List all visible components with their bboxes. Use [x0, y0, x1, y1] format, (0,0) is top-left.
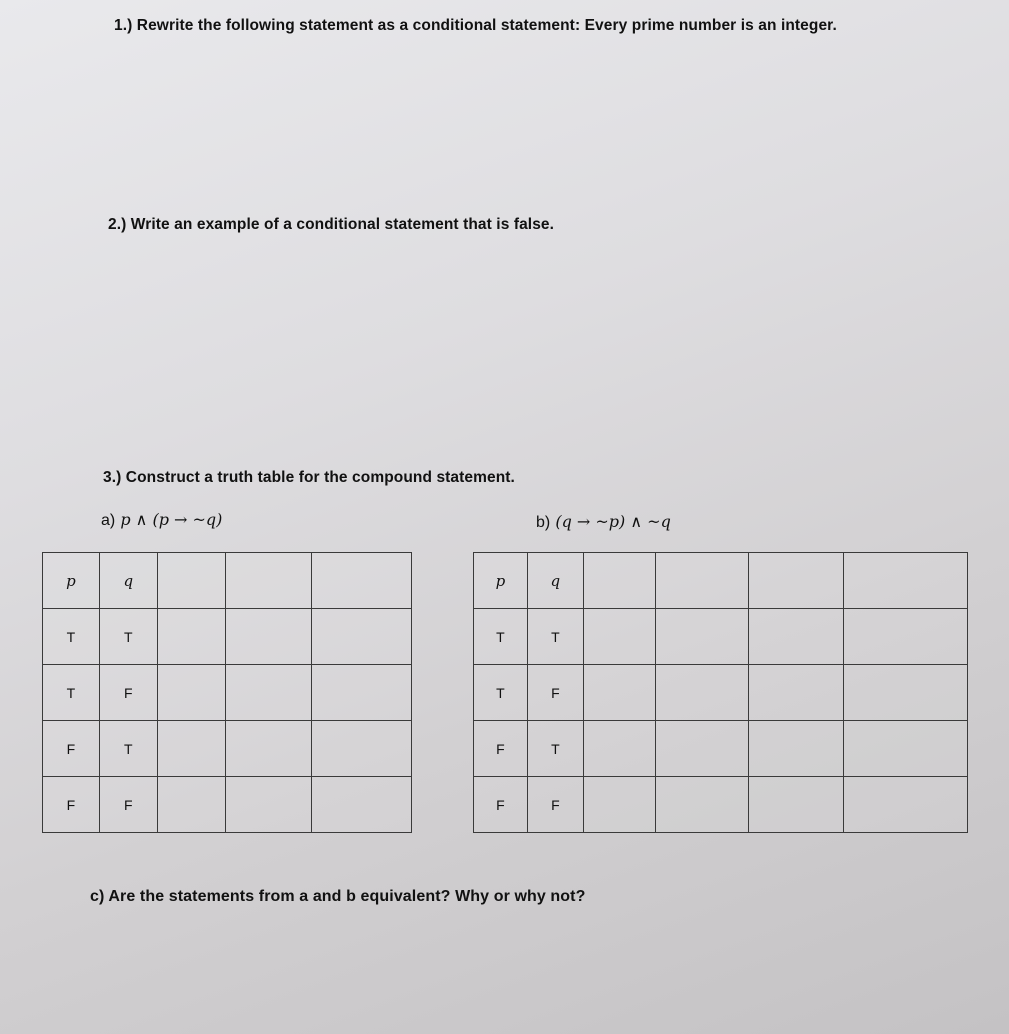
- header-cell[interactable]: [749, 553, 844, 609]
- table-cell[interactable]: [844, 665, 968, 721]
- table-cell: T: [474, 665, 528, 721]
- part-a-heading: [101, 510, 222, 530]
- header-cell: p: [474, 553, 528, 609]
- table-cell[interactable]: [157, 665, 225, 721]
- table-row: [474, 609, 968, 665]
- part-b-heading: [536, 512, 671, 532]
- table-cell[interactable]: [312, 665, 412, 721]
- table-cell[interactable]: [312, 777, 412, 833]
- table-cell: T: [99, 721, 157, 777]
- header-cell: q: [527, 553, 583, 609]
- table-cell: T: [474, 609, 528, 665]
- table-row: [474, 777, 968, 833]
- table-row: [474, 665, 968, 721]
- table-cell[interactable]: [749, 609, 844, 665]
- table-cell: F: [527, 665, 583, 721]
- table-cell[interactable]: [749, 665, 844, 721]
- header-cell[interactable]: [312, 553, 412, 609]
- table-row: [43, 777, 412, 833]
- question-2: 2.) Write an example of a conditional statement that is false.: [108, 216, 555, 233]
- table-cell[interactable]: [844, 721, 968, 777]
- table-cell: F: [43, 721, 100, 777]
- table-cell[interactable]: [225, 609, 312, 665]
- table-header-row: [474, 553, 968, 609]
- table-cell[interactable]: [749, 721, 844, 777]
- table-cell[interactable]: [312, 721, 412, 777]
- header-cell[interactable]: [157, 553, 225, 609]
- table-cell[interactable]: [225, 777, 312, 833]
- table-row: [43, 609, 412, 665]
- table-row: [43, 721, 412, 777]
- header-cell[interactable]: [844, 553, 968, 609]
- table-cell: F: [99, 665, 157, 721]
- header-cell[interactable]: [583, 553, 655, 609]
- table-cell[interactable]: [225, 665, 312, 721]
- table-cell: F: [43, 777, 100, 833]
- table-cell: T: [527, 609, 583, 665]
- table-cell[interactable]: [655, 721, 749, 777]
- table-cell[interactable]: [312, 609, 412, 665]
- table-cell[interactable]: [655, 609, 749, 665]
- part-b-label: b): [536, 514, 551, 531]
- part-a-expression: p ∧ (p → ~q): [120, 510, 223, 529]
- table-cell: F: [527, 777, 583, 833]
- table-cell[interactable]: [157, 721, 225, 777]
- table-cell[interactable]: [583, 721, 655, 777]
- table-cell[interactable]: [157, 609, 225, 665]
- part-a-label: a): [101, 512, 116, 529]
- header-cell: q: [99, 553, 157, 609]
- part-b-expression: (q → ~p) ∧ ~q: [555, 512, 671, 531]
- table-cell[interactable]: [583, 609, 655, 665]
- table-cell: F: [474, 721, 528, 777]
- table-cell[interactable]: [583, 665, 655, 721]
- table-cell[interactable]: [844, 777, 968, 833]
- table-cell[interactable]: [749, 777, 844, 833]
- table-cell: T: [43, 609, 100, 665]
- header-cell[interactable]: [225, 553, 312, 609]
- table-cell: T: [527, 721, 583, 777]
- table-row: [43, 665, 412, 721]
- table-cell[interactable]: [583, 777, 655, 833]
- table-cell[interactable]: [655, 665, 749, 721]
- question-1: 1.) Rewrite the following statement as a conditional statement: Every prime number is an integer.: [114, 17, 837, 34]
- truth-table-b: [473, 552, 968, 833]
- table-cell[interactable]: [655, 777, 749, 833]
- table-cell[interactable]: [225, 721, 312, 777]
- table-cell[interactable]: [157, 777, 225, 833]
- table-cell[interactable]: [844, 609, 968, 665]
- question-c: c) Are the statements from a and b equivalent? Why or why not?: [90, 888, 586, 905]
- question-3: 3.) Construct a truth table for the compound statement.: [103, 469, 515, 486]
- table-cell: T: [99, 609, 157, 665]
- header-cell[interactable]: [655, 553, 749, 609]
- table-cell: T: [43, 665, 100, 721]
- table-header-row: [43, 553, 412, 609]
- header-cell: p: [43, 553, 100, 609]
- truth-table-a: [42, 552, 412, 833]
- table-cell: F: [99, 777, 157, 833]
- table-row: [474, 721, 968, 777]
- table-cell: F: [474, 777, 528, 833]
